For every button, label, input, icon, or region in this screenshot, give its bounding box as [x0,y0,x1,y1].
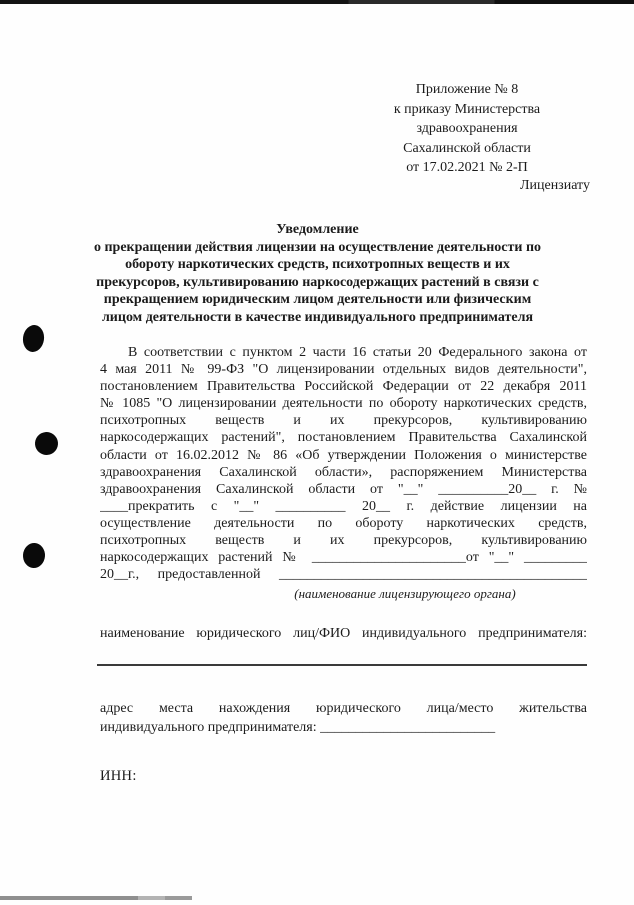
document-title [74,221,561,326]
title-line: прекращением юридическим лицом деятельности или физическим [103,292,532,307]
title-line: прекурсоров, культивированию наркосодержащих растений в связи с [96,274,539,290]
paragraph-line-authority-blank: 20__г., предоставленной ____________________________________________ [100,567,587,583]
org-name-blank-line [97,664,587,666]
order-date-number: от 17.02.2021 № 2-П [406,160,528,175]
paragraph-line: наркосодержащих растений", постановлением Правительства Сахалинской [100,430,587,446]
appendix-reference-block [344,80,590,178]
appendix-number: Приложение № 8 [415,82,519,97]
region-name: Сахалинской области [403,140,531,156]
paragraph-line: здравоохранения Сахалинской области», распоряжением Министерства [100,464,587,480]
paragraph-line: № 1085 "О лицензировании деятельности по обороту наркотических средств, [100,396,587,412]
address-label-line2-with-blank: индивидуального предпринимателя: _________________________ [100,719,496,735]
hole-punch-mark [22,542,46,568]
address-label-line1: адрес места нахождения юридического лица/место жительства [100,701,587,716]
inn-label: ИНН: [100,768,137,784]
main-paragraph [100,344,587,583]
paragraph-line-date-blank: ____прекратить с "__" __________ 20__ г. действие лицензии на [100,498,587,514]
paragraph-line: области от 16.02.2012 № 86 «Об утверждении Положения о министерстве [100,447,587,463]
addressee-label: Лицензиату [520,178,590,193]
paragraph-line: 4 мая 2011 № 99-ФЗ "О лицензировании отдельных видов деятельности", [100,362,587,378]
hole-punch-mark [21,324,46,354]
title-line: лицом деятельности в качестве индивидуального предпринимателя [101,309,534,325]
address-field [100,700,587,737]
paragraph-line: постановлением Правительства Российской Федерации от 22 декабря 2011 [100,379,587,395]
paragraph-line: психотропных веществ и их прекурсоров, культивированию [100,533,587,549]
title-line: Уведомление [276,222,359,237]
org-name-label: наименование юридического лиц/ФИО индивидуального предпринимателя: [100,626,587,641]
hole-punch-mark [34,431,59,456]
paragraph-line-license-blank: наркосодержащих растений № ______________________от "__" _________ [100,550,587,566]
order-reference: к приказу Министерства здравоохранения [393,101,541,136]
title-line: обороту наркотических средств, психотропных веществ и их [125,257,510,272]
licensing-authority-caption: (наименование лицензирующего органа) [294,586,516,601]
scan-artifact-bottom-line [0,896,192,900]
title-line: о прекращении действия лицензии на осуществление деятельности по [93,239,542,255]
paragraph-line: В соответствии с пунктом 2 части 16 статьи 20 Федерального закона от [128,345,587,360]
paragraph-line: осуществление деятельности по обороту наркотических средств, [100,515,587,531]
paragraph-line: психотропных веществ и их прекурсоров, культивированию [100,413,587,429]
paragraph-line-date-blank: здравоохранения Сахалинской области от "__" __________20__ г. № [100,481,587,497]
scan-artifact-top-line [0,0,634,4]
